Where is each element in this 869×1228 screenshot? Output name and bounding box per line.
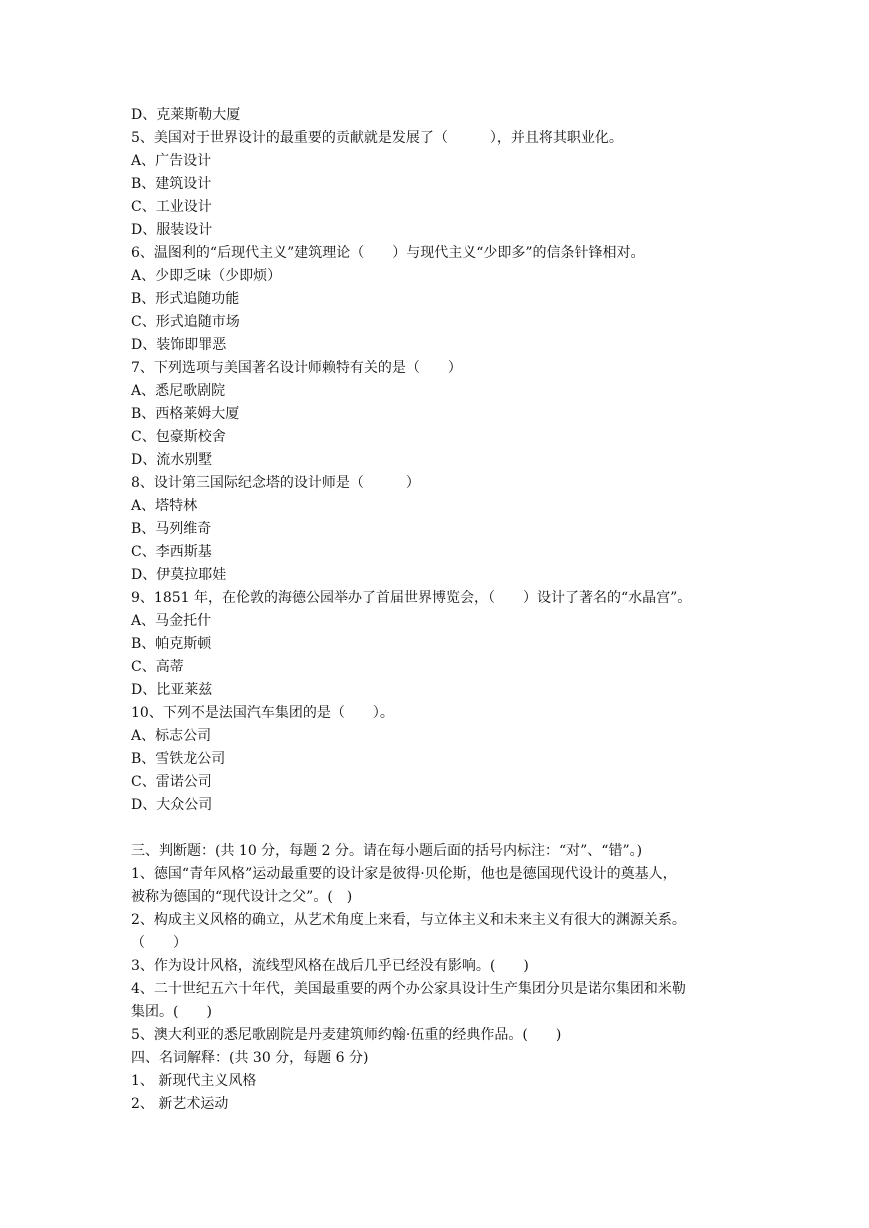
tf-line: 3、作为设计风格，流线型风格在战后几乎已经没有影响。( ) — [131, 958, 529, 974]
option-c: C、形式追随市场 — [131, 314, 240, 330]
document-page — [131, 104, 751, 1116]
option-d: D、比亚莱兹 — [131, 682, 213, 698]
option-b: B、建筑设计 — [131, 176, 212, 192]
option-b: B、形式追随功能 — [131, 291, 240, 307]
term-item: 1、 新现代主义风格 — [131, 1073, 257, 1089]
option-a: A、少即乏味（少即烦） — [131, 268, 282, 284]
option-d: D、流水别墅 — [131, 452, 213, 468]
option-c: C、高蒂 — [131, 659, 184, 675]
option-a: A、马金托什 — [131, 613, 212, 629]
blank-line — [131, 817, 751, 840]
question-stem: 7、下列选项与美国著名设计师赖特有关的是（ ） — [131, 360, 462, 376]
question-6 — [131, 242, 751, 357]
tf-line: 4、二十世纪五六十年代，美国最重要的两个办公家具设计生产集团分贝是诺尔集团和米勒 — [131, 981, 686, 997]
question-stem: 5、美国对于世界设计的最重要的贡献就是发展了（ ），并且将其职业化。 — [131, 130, 623, 146]
tf-line: 集团。( ) — [131, 1004, 212, 1020]
tf-line: 5、澳大利亚的悉尼歌剧院是丹麦建筑师约翰·伍重的经典作品。( ) — [131, 1027, 562, 1043]
option-d: D、服装设计 — [131, 222, 213, 238]
option-b: B、马列维奇 — [131, 521, 212, 537]
option-a: A、塔特林 — [131, 498, 198, 514]
option-b: B、西格莱姆大厦 — [131, 406, 240, 422]
question-stem: 6、温图利的“后现代主义”建筑理论（ ）与现代主义“少即多”的信条针锋相对。 — [131, 245, 645, 261]
tf-line: （ ） — [131, 935, 187, 951]
section-heading: 三、判断题：(共 10 分，每题 2 分。请在每小题后面的括号内标注：“对”、“错”。) — [131, 843, 643, 859]
option-c: C、雷诺公司 — [131, 774, 212, 790]
section-term-definitions — [131, 1047, 751, 1116]
question-stem: 9、1851 年，在伦敦的海德公园举办了首届世界博览会，（ ）设计了著名的“水晶宫”。 — [131, 590, 692, 606]
question-stem: 10、下列不是法国汽车集团的是（ ）。 — [131, 705, 394, 721]
tf-line: 被称为德国的“现代设计之父”。( ) — [131, 889, 353, 905]
option-c: C、工业设计 — [131, 199, 212, 215]
option-c: C、包豪斯校舍 — [131, 429, 226, 445]
option-a: A、悉尼歌剧院 — [131, 383, 226, 399]
question-7 — [131, 357, 751, 472]
question-stem: 8、设计第三国际纪念塔的设计师是（ ） — [131, 475, 420, 491]
option-d: D、大众公司 — [131, 797, 213, 813]
option-a: A、广告设计 — [131, 153, 212, 169]
option-c: C、李西斯基 — [131, 544, 212, 560]
section-heading: 四、名词解释：(共 30 分，每题 6 分) — [131, 1050, 369, 1066]
tf-line: 2、构成主义风格的确立，从艺术角度上来看，与立体主义和未来主义有很大的渊源关系。 — [131, 912, 686, 928]
option-b: B、帕克斯顿 — [131, 636, 212, 652]
question-8 — [131, 472, 751, 587]
question-9 — [131, 587, 751, 702]
option-d: D、装饰即罪恶 — [131, 337, 227, 353]
option-b: B、雪铁龙公司 — [131, 751, 226, 767]
option-a: A、标志公司 — [131, 728, 212, 744]
section-true-false — [131, 840, 751, 1047]
question-10 — [131, 702, 751, 817]
term-item: 2、 新艺术运动 — [131, 1096, 229, 1112]
q4-option-d: D、克莱斯勒大厦 — [131, 107, 241, 123]
option-d: D、伊莫拉耶娃 — [131, 567, 227, 583]
question-5 — [131, 127, 751, 242]
tf-line: 1、德国“青年风格”运动最重要的设计家是彼得·贝伦斯，他也是德国现代设计的奠基人， — [131, 866, 677, 882]
